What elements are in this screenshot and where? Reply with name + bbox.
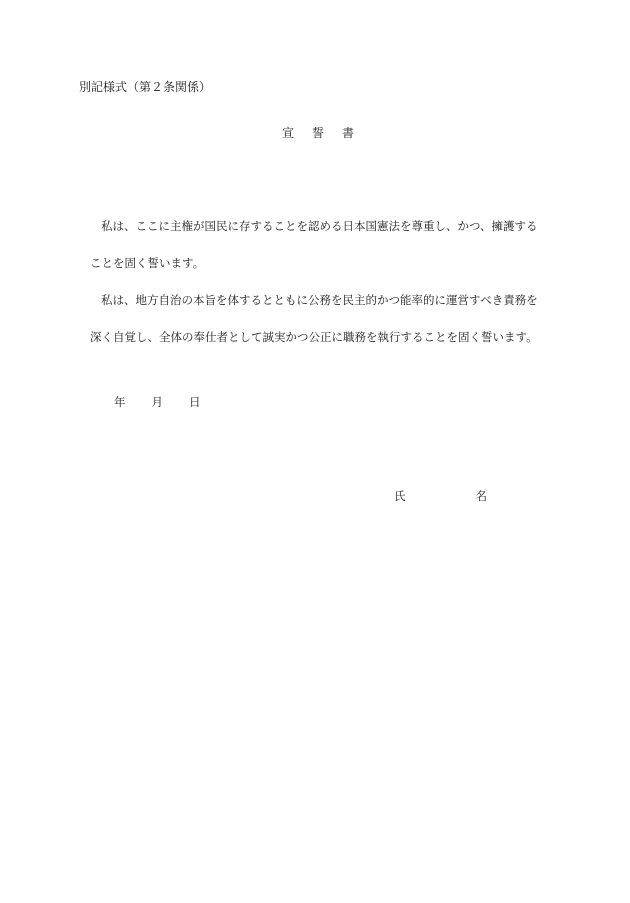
oath-paragraph-1-line-2: ことを固く誓います。 (90, 256, 205, 270)
form-reference-note: 別記様式（第２条関係） (79, 80, 212, 94)
oath-paragraph-1-line-1: 私は、ここに主権が国民に存することを認める日本国憲法を尊重し、かつ、擁護する (101, 219, 538, 233)
signature-name-label: 名 (475, 489, 487, 503)
date-month-label: 月 (151, 395, 163, 409)
title-char-2: 誓 (312, 126, 325, 140)
title-char-3: 書 (342, 126, 355, 140)
date-day-label: 日 (189, 395, 201, 409)
oath-paragraph-2-line-2: 深く自覚し、全体の奉仕者として誠実かつ公正に職務を執行することを固く誓います。 (90, 330, 538, 344)
date-year-label: 年 (114, 395, 126, 409)
oath-paragraph-2-line-1: 私は、地方自治の本旨を体するとともに公務を民主的かつ能率的に運営すべき責務を (101, 293, 538, 307)
signature-surname-label: 氏 (394, 489, 406, 503)
document-title (282, 125, 354, 141)
title-char-1: 宣 (282, 126, 295, 140)
signature-name-field (394, 488, 487, 504)
date-line (114, 394, 201, 410)
